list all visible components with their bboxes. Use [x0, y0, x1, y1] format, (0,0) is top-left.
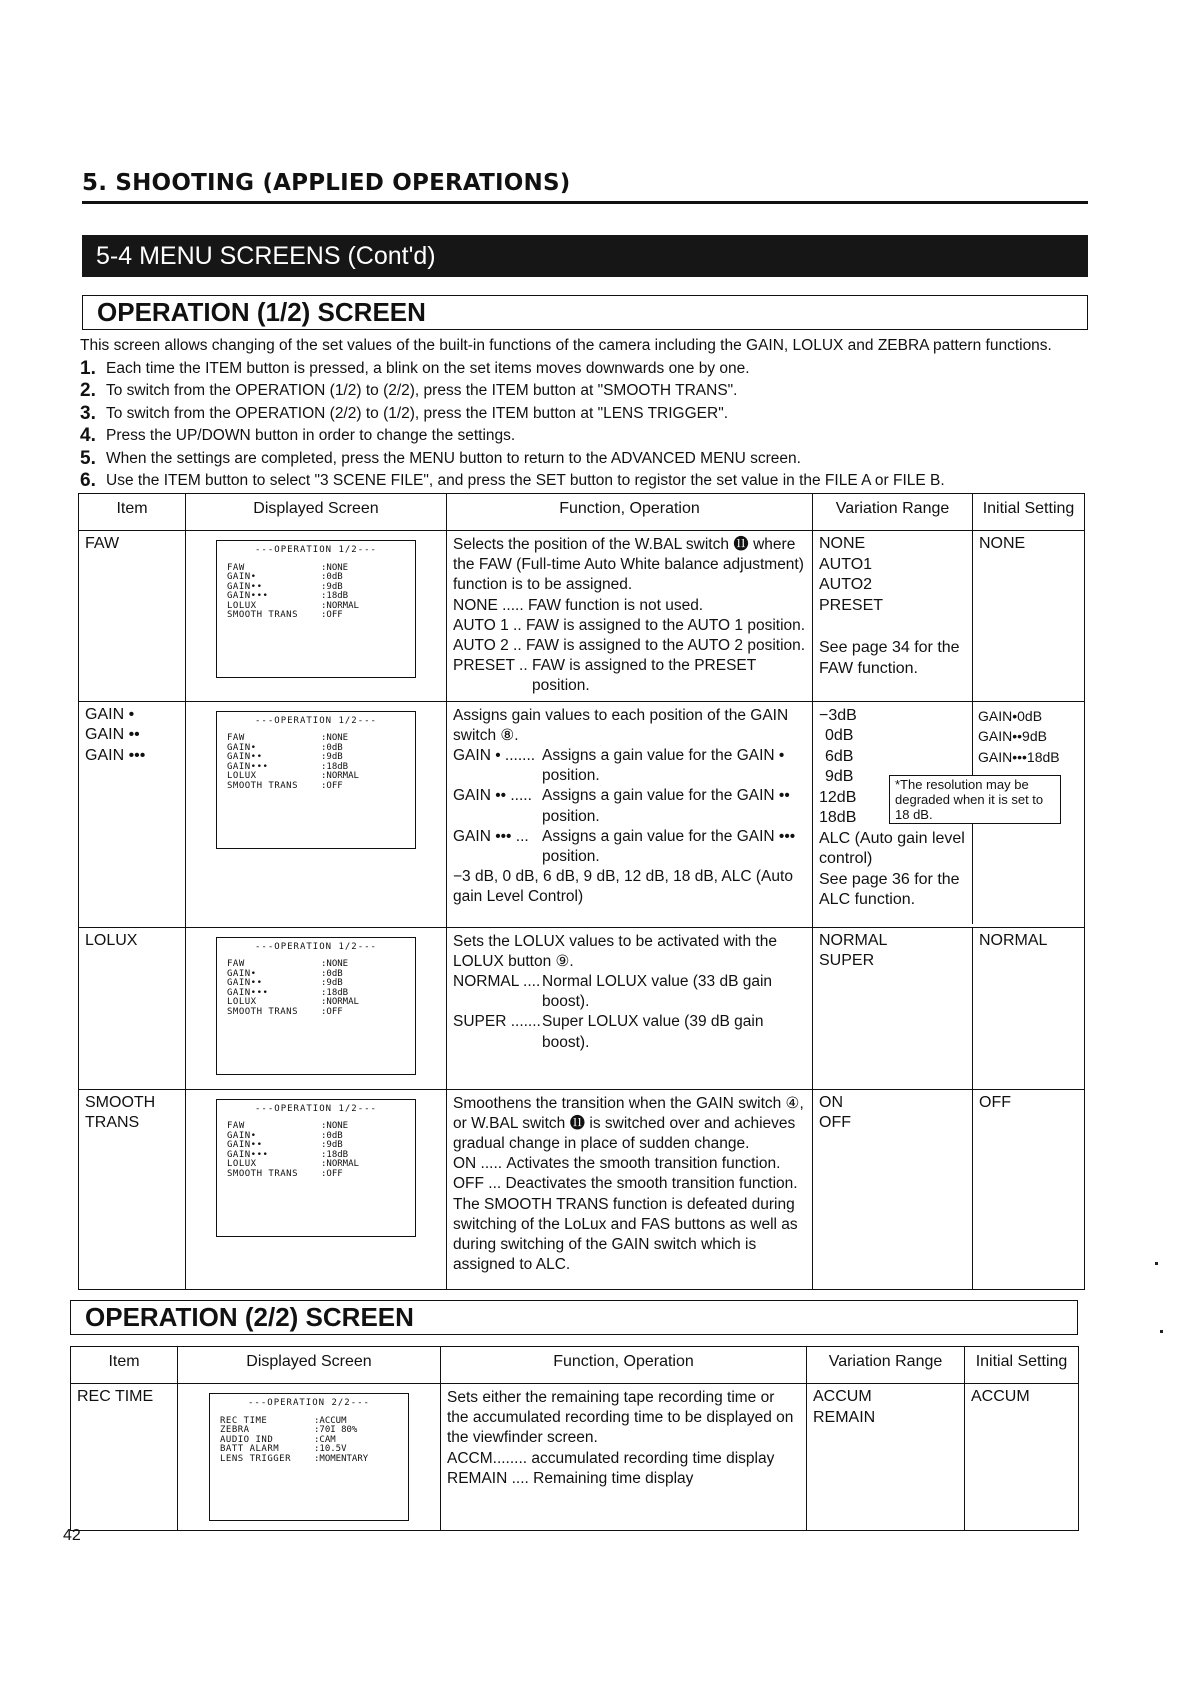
option [447, 1469, 800, 1489]
osd-label: ZEBRA [220, 1425, 250, 1435]
osd-value: :9dB [321, 752, 343, 763]
osd-label: FAW [227, 959, 245, 970]
osd-label: LENS TRIGGER [220, 1453, 292, 1464]
gain-range-block [813, 702, 1084, 924]
osd-value: :OFF [321, 610, 343, 620]
item-label: GAIN •• [85, 726, 140, 744]
screen-cell [178, 1384, 441, 1531]
option-desc: Deactivates the smooth transition function. [505, 1175, 798, 1193]
step-text: Each time the ITEM button is pressed, a blink on the set items moves downwards one by one. [106, 359, 750, 377]
osd-label: GAIN• [227, 572, 257, 582]
screen1-intro [80, 335, 1095, 493]
osd-label: SMOOTH TRANS [227, 1168, 299, 1179]
option-tag: AUTO 1 .. [453, 616, 522, 634]
osd-title: ---OPERATION 1/2--- [255, 715, 377, 726]
osd-label: REC TIME [220, 1415, 268, 1426]
col-function: Function, Operation [447, 494, 813, 531]
range-value: AUTO1 [819, 555, 873, 573]
header-row [71, 1347, 1079, 1384]
osd-label: AUDIO IND [220, 1434, 274, 1445]
osd-value: :9dB [321, 581, 343, 592]
screen-cell [186, 927, 447, 1089]
range-cell [807, 1384, 965, 1531]
option-desc: FAW is assigned to the AUTO 1 position. [525, 616, 806, 634]
item-cell [79, 1089, 186, 1289]
osd-title: ---OPERATION 2/2--- [248, 1398, 370, 1408]
option-desc: Remaining time display [533, 1469, 694, 1487]
step-number: 2. [80, 380, 96, 401]
col-screen: Displayed Screen [186, 494, 447, 531]
range-alc: ALC (Auto gain level control) [819, 829, 965, 868]
osd-label: FAW [227, 1121, 245, 1132]
function-intro: Selects the position of the W.BAL switch ⓫ where the FAW (Full-time Auto White balance adjustment) function is to be assigned. [453, 536, 804, 594]
osd-value: :OFF [321, 780, 343, 791]
resolution-note: *The resolution may be degraded when it is set to 18 dB. [889, 775, 1061, 824]
col-range: Variation Range [807, 1347, 965, 1384]
table-row-lolux [79, 927, 1085, 1089]
osd-screen [216, 1099, 416, 1237]
osd-value: :NONE [321, 562, 349, 573]
osd-value: :18dB [321, 761, 349, 772]
steps-list [80, 358, 1095, 493]
range-value: SUPER [819, 952, 875, 970]
header-row [79, 494, 1085, 531]
function-cell [447, 531, 813, 702]
page-number: 42 [63, 1527, 81, 1544]
osd-value: :0dB [321, 1130, 343, 1141]
option-desc: FAW is assigned to the AUTO 2 position. [525, 637, 806, 655]
function-tail: −3 dB, 0 dB, 6 dB, 9 dB, 12 dB, 18 dB, ALC (Auto gain Level Control) [453, 868, 793, 906]
osd-value: :10.5V [314, 1444, 347, 1454]
osd-screen [216, 540, 416, 678]
intro-text: This screen allows changing of the set values of the built-in functions of the camera including the GAIN, LOLUX and ZEBRA pattern functions. [80, 337, 1052, 354]
osd-label: GAIN••• [227, 761, 269, 772]
screen-cell [186, 531, 447, 702]
osd-value: :18dB [321, 987, 349, 998]
step [80, 380, 1095, 403]
step [80, 470, 1095, 493]
osd-label: GAIN• [227, 968, 257, 979]
step-text: Press the UP/DOWN button in order to change the settings. [106, 427, 516, 444]
range-value: 12dB [819, 788, 857, 806]
item-label: SMOOTH [85, 1093, 156, 1111]
option-desc: Normal LOLUX value (33 dB gain boost). [542, 973, 773, 1011]
step-text: Use the ITEM button to select "3 SCENE FILE", and press the SET button to registor the set value in the FILE A or FILE B. [106, 472, 945, 489]
osd-value: :18dB [321, 1149, 349, 1160]
osd-label: BATT ALARM [220, 1444, 280, 1454]
option-desc: Assigns a gain value for the GAIN •• position. [542, 787, 790, 825]
range-value: NORMAL [819, 931, 888, 949]
osd-title: ---OPERATION 1/2--- [255, 545, 377, 555]
osd-value: :9dB [321, 1140, 343, 1151]
option-desc: Assigns a gain value for the GAIN • position. [542, 747, 785, 785]
step [80, 448, 1095, 471]
osd-label: GAIN• [227, 1130, 257, 1141]
osd-label: GAIN•• [227, 1140, 263, 1151]
screen-cell [186, 1089, 447, 1289]
osd-label: LOLUX [227, 600, 257, 611]
option [453, 656, 806, 696]
option-tag: ON ..... [453, 1155, 503, 1173]
osd-row [220, 1455, 398, 1465]
option-tag: GAIN • ....... [453, 747, 536, 765]
function-tail: The SMOOTH TRANS function is defeated during switching of the LoLux and FAS buttons as well as during switching of the GAIN switch which is assigned to ALC. [453, 1195, 798, 1274]
option [453, 827, 806, 867]
col-function: Function, Operation [441, 1347, 807, 1384]
item-label: GAIN ••• [85, 746, 146, 764]
section-title: 5-4 MENU SCREENS (Cont'd) [82, 235, 1088, 277]
option [453, 786, 806, 826]
osd-label: FAW [227, 733, 245, 744]
range-value: PRESET [819, 596, 884, 614]
col-initial: Initial Setting [965, 1347, 1079, 1384]
osd-label: SMOOTH TRANS [227, 610, 299, 620]
osd-value: :ACCUM [314, 1415, 347, 1426]
chapter-title: 5. SHOOTING (APPLIED OPERATIONS) [82, 170, 1088, 204]
step-number: 6. [80, 470, 96, 491]
option-tag: GAIN •• ..... [453, 787, 532, 805]
screen1-title: OPERATION (1/2) SCREEN [82, 295, 1088, 330]
option-tag: REMAIN .... [447, 1469, 529, 1487]
initial-cell: NONE [973, 531, 1085, 702]
option-tag: ACCM........ [447, 1449, 528, 1467]
function-cell [447, 1089, 813, 1289]
item-label: TRANS [85, 1114, 140, 1132]
osd-label: LOLUX [227, 1159, 257, 1170]
range-note: See page 36 for the ALC function. [819, 870, 960, 909]
osd-value: :0dB [321, 742, 343, 753]
osd-label: GAIN••• [227, 987, 269, 998]
function-intro: Smoothens the transition when the GAIN switch ④, or W.BAL switch ⓫ is switched over and achieves gradual change in place of sudden change. [453, 1094, 804, 1153]
initial-value: GAIN•••18dB [978, 748, 1060, 765]
osd-label: GAIN•• [227, 752, 263, 763]
osd-value: :9dB [321, 978, 343, 989]
step-number: 3. [80, 402, 96, 424]
osd-label: LOLUX [227, 997, 257, 1008]
option-desc: Assigns a gain value for the GAIN ••• position. [542, 827, 796, 866]
screen2-title: OPERATION (2/2) SCREEN [70, 1300, 1078, 1335]
range-value: ON [819, 1093, 843, 1111]
option [453, 972, 806, 1012]
osd-value: :18dB [321, 591, 349, 601]
option [453, 1174, 806, 1194]
col-initial: Initial Setting [973, 494, 1085, 531]
osd-label: SMOOTH TRANS [227, 780, 299, 791]
range-value: 0dB [825, 727, 854, 745]
option-desc: Super LOLUX value (39 dB gain boost). [542, 1013, 764, 1051]
osd-value: :NONE [321, 959, 349, 970]
table-row-faw [79, 531, 1085, 702]
col-range: Variation Range [813, 494, 973, 531]
initial-value: GAIN•0dB [978, 707, 1043, 724]
function-intro: Assigns gain values to each position of the GAIN switch ⑧. [453, 706, 789, 744]
option-tag: NONE ..... [453, 596, 524, 614]
osd-row [227, 611, 405, 621]
margin-mark [1160, 1330, 1163, 1333]
step [80, 425, 1095, 448]
osd-label: LOLUX [227, 771, 257, 782]
osd-title: ---OPERATION 1/2--- [255, 1103, 377, 1114]
osd-value: :NORMAL [321, 1159, 359, 1170]
initial-cell: NORMAL [973, 927, 1085, 1089]
initial-value: GAIN••9dB [978, 728, 1047, 745]
option [453, 596, 806, 616]
step-number: 5. [80, 447, 96, 469]
option-desc: accumulated recording time display [531, 1449, 775, 1467]
range-value: AUTO2 [819, 576, 873, 593]
range-value: 9dB [825, 768, 854, 786]
osd-value: :CAM [314, 1434, 336, 1445]
item-label: GAIN • [85, 705, 135, 723]
osd-label: GAIN••• [227, 1149, 269, 1160]
option [453, 746, 806, 786]
item-cell: LOLUX [79, 927, 186, 1089]
range-value: REMAIN [813, 1408, 876, 1426]
osd-value: :0dB [321, 572, 343, 582]
option-tag: PRESET .. [453, 657, 528, 675]
option-desc: FAW function is not used. [527, 596, 704, 614]
range-cell [813, 531, 973, 702]
option-tag: GAIN ••• ... [453, 827, 529, 845]
col-item: Item [71, 1347, 178, 1384]
osd-label: SMOOTH TRANS [227, 1006, 299, 1017]
osd-label: FAW [227, 562, 245, 573]
initial-cell: ACCUM [965, 1384, 1079, 1531]
range-value: 18dB [819, 809, 857, 827]
step [80, 403, 1095, 426]
operation2-table [70, 1346, 1079, 1531]
option-desc: Activates the smooth transition function. [506, 1155, 781, 1173]
osd-row [227, 1170, 405, 1180]
osd-value: :NORMAL [321, 997, 359, 1008]
option-tag: AUTO 2 .. [453, 637, 522, 655]
range-initial-cell [813, 701, 1085, 927]
range-value: 6dB [825, 747, 854, 765]
osd-value: :NONE [321, 1121, 349, 1132]
range-cell [813, 1089, 973, 1289]
option [453, 1154, 806, 1174]
osd-screen [216, 937, 416, 1075]
range-value: OFF [819, 1114, 851, 1132]
col-item: Item [79, 494, 186, 531]
osd-label: GAIN• [227, 742, 257, 753]
step-text: When the settings are completed, press the MENU button to return to the ADVANCED MENU screen. [106, 449, 801, 467]
osd-value: :70I 80% [314, 1425, 358, 1435]
step-number: 1. [80, 357, 96, 379]
step-text: To switch from the OPERATION (1/2) to (2/2), press the ITEM button at "SMOOTH TRANS". [106, 382, 738, 399]
option [453, 636, 806, 656]
option-desc: FAW is assigned to the PRESET position. [531, 657, 756, 695]
col-screen: Displayed Screen [178, 1347, 441, 1384]
osd-title: ---OPERATION 1/2--- [255, 941, 377, 952]
function-cell [447, 927, 813, 1089]
table-row-rec-time [71, 1384, 1079, 1531]
margin-mark [1155, 1262, 1158, 1265]
osd-label: GAIN•• [227, 978, 263, 989]
osd-value: :NORMAL [321, 771, 359, 782]
table-row-smooth-trans [79, 1089, 1085, 1289]
step-number: 4. [80, 425, 96, 446]
initial-list [978, 706, 1060, 768]
option-tag: OFF ... [453, 1175, 502, 1193]
osd-label: GAIN••• [227, 591, 269, 601]
osd-value: :OFF [321, 1168, 343, 1179]
step-text: To switch from the OPERATION (2/2) to (1/2), press the ITEM button at "LENS TRIGGER". [106, 404, 729, 422]
item-cell [79, 701, 186, 927]
osd-screen [216, 711, 416, 849]
step [80, 358, 1095, 381]
range-note: See page 34 for the FAW function. [819, 639, 960, 677]
osd-value: :NORMAL [321, 600, 359, 611]
osd-row [227, 782, 405, 792]
operation1-table [78, 493, 1085, 1290]
function-intro: Sets the LOLUX values to be activated with the LOLUX button ⑨. [453, 932, 777, 970]
option-tag: SUPER ....... [453, 1013, 541, 1031]
function-intro: Sets either the remaining tape recording time or the accumulated recording time to be displayed on the viewfinder screen. [447, 1389, 794, 1447]
osd-value: :0dB [321, 968, 343, 979]
option [453, 1012, 806, 1052]
item-cell: FAW [79, 531, 186, 702]
initial-cell: OFF [973, 1089, 1085, 1289]
item-cell: REC TIME [71, 1384, 178, 1531]
range-cell [813, 927, 973, 1089]
option-tag: NORMAL .... [453, 973, 541, 991]
osd-label: GAIN•• [227, 581, 263, 592]
osd-row [227, 1008, 405, 1018]
osd-value: :NONE [321, 733, 349, 744]
screen-cell [186, 701, 447, 927]
option [447, 1449, 800, 1469]
range-value: ACCUM [813, 1388, 872, 1405]
option [453, 616, 806, 636]
range-value: −3dB [819, 706, 857, 724]
osd-value: :OFF [321, 1006, 343, 1017]
osd-value: :MOMENTARY [314, 1453, 369, 1464]
range-value: NONE [819, 535, 866, 552]
function-cell [441, 1384, 807, 1531]
osd-screen [209, 1393, 409, 1521]
table-row-gain [79, 701, 1085, 927]
function-cell [447, 701, 813, 927]
